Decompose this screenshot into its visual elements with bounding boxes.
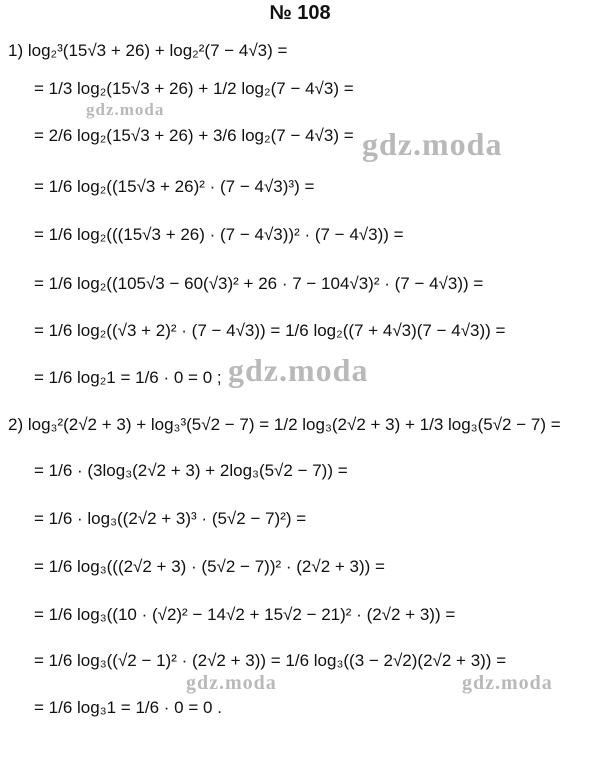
- solution-line-7: = 1/6 log₂((√3 + 2)² · (7 − 4√3)) = 1/6 log₂((7 + 4√3)(7 − 4√3)) =: [34, 321, 506, 340]
- watermark: gdz.moda: [186, 672, 277, 694]
- solution-line-10: = 1/6 · (3log₃(2√2 + 3) + 2log₃(5√2 − 7)) =: [34, 461, 348, 480]
- watermark: gdz.moda: [362, 126, 503, 162]
- solution-line-4: = 1/6 log₂((15√3 + 26)² · (7 − 4√3)³) =: [34, 177, 315, 196]
- solution-line-9: 2) log₃²(2√2 + 3) + log₃³(5√2 − 7) = 1/2 log₃(2√2 + 3) + 1/3 log₃(5√2 − 7) =: [8, 415, 561, 434]
- solution-line-13: = 1/6 log₃((10 · (√2)² − 14√2 + 15√2 − 21)² · (2√2 + 3)) =: [34, 605, 456, 624]
- solution-line-5: = 1/6 log₂(((15√3 + 26) · (7 − 4√3))² · (7 − 4√3)) =: [34, 225, 404, 244]
- solution-line-12: = 1/6 log₃(((2√2 + 3) · (5√2 − 7))² · (2√2 + 3)) =: [34, 557, 385, 576]
- solution-line-3: = 2/6 log₂(15√3 + 26) + 3/6 log₂(7 − 4√3) =: [34, 126, 354, 145]
- solution-line-14: = 1/6 log₃((√2 − 1)² · (2√2 + 3)) = 1/6 log₃((3 − 2√2)(2√2 + 3)) =: [34, 651, 507, 670]
- watermark: gdz.moda: [86, 100, 165, 119]
- solution-line-15: = 1/6 log₃1 = 1/6 · 0 = 0 .: [34, 698, 222, 717]
- solution-line-8: = 1/6 log₂1 = 1/6 · 0 = 0 ;: [34, 368, 222, 387]
- solution-line-11: = 1/6 · log₃((2√2 + 3)³ · (5√2 − 7)²) =: [34, 509, 307, 528]
- watermark: gdz.moda: [462, 672, 553, 694]
- solution-line-1: 1) log₂³(15√3 + 26) + log₂²(7 − 4√3) =: [8, 41, 288, 60]
- solution-line-6: = 1/6 log₂((105√3 − 60(√3)² + 26 · 7 − 104√3)² · (7 − 4√3)) =: [34, 274, 484, 293]
- watermark: gdz.moda: [228, 352, 369, 388]
- exercise-number: № 108: [269, 2, 331, 24]
- solution-line-2: = 1/3 log₂(15√3 + 26) + 1/2 log₂(7 − 4√3) =: [34, 79, 354, 98]
